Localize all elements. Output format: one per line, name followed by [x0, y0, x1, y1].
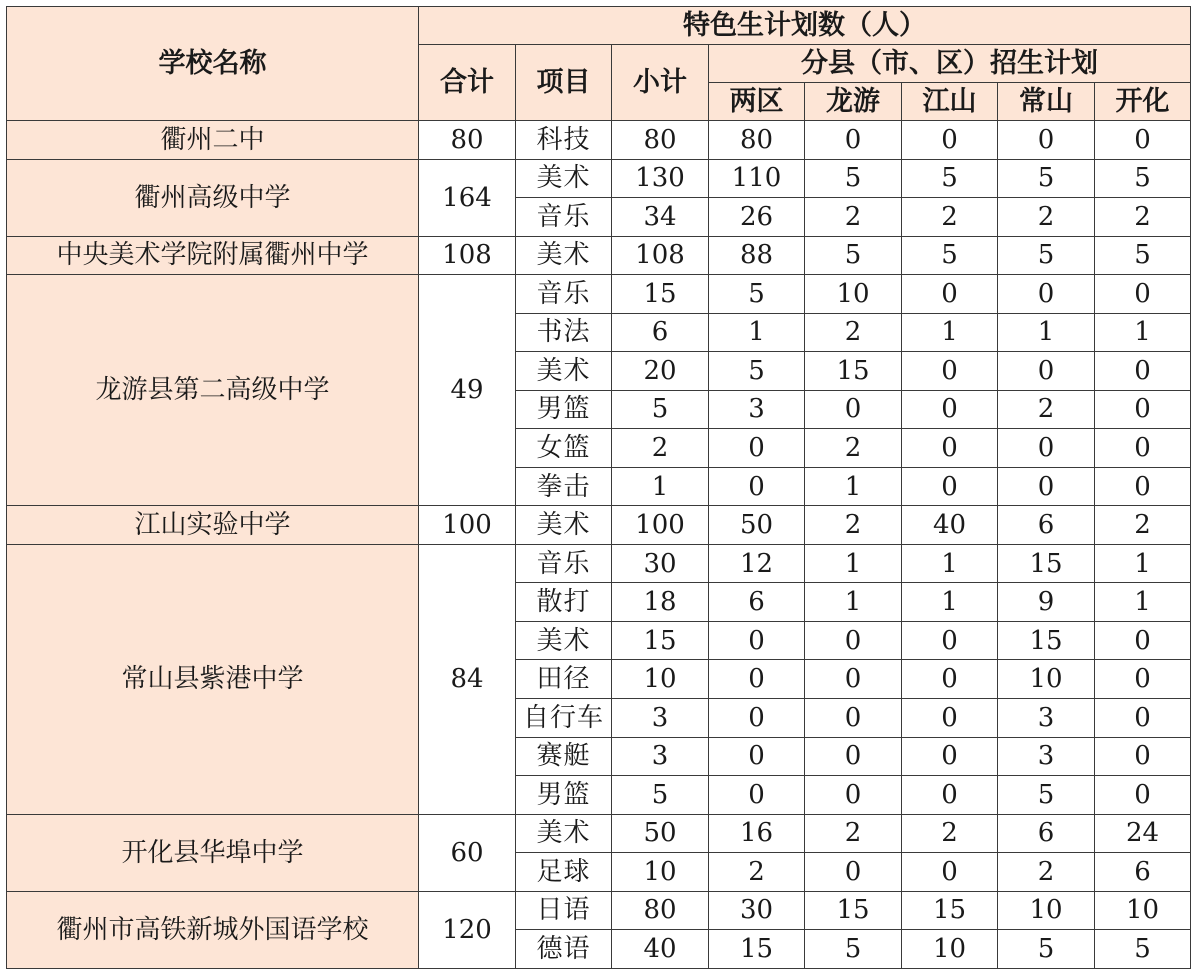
district-count-cell: 0	[709, 737, 805, 776]
header-district: 江山	[902, 83, 998, 121]
item-cell: 拳击	[516, 467, 612, 506]
item-cell: 女篮	[516, 429, 612, 468]
district-count-cell: 0	[1095, 776, 1191, 815]
district-count-cell: 2	[805, 429, 902, 468]
table-row	[7, 814, 1191, 853]
district-count-cell: 1	[805, 583, 902, 622]
district-count-cell: 40	[902, 506, 998, 545]
district-count-cell: 0	[902, 275, 998, 314]
district-count-cell: 1	[998, 313, 1095, 352]
district-count-cell: 10	[902, 930, 998, 969]
district-count-cell: 0	[805, 621, 902, 660]
district-count-cell: 0	[1095, 275, 1191, 314]
subtotal-cell: 108	[612, 236, 709, 275]
district-count-cell: 6	[709, 583, 805, 622]
header-district: 常山	[998, 83, 1095, 121]
district-count-cell: 5	[709, 275, 805, 314]
school-name-cell: 衢州二中	[7, 121, 419, 160]
school-total-cell: 100	[419, 506, 516, 545]
district-count-cell: 5	[1095, 930, 1191, 969]
district-count-cell: 0	[805, 853, 902, 892]
item-cell: 男篮	[516, 776, 612, 815]
district-count-cell: 0	[709, 467, 805, 506]
district-count-cell: 1	[902, 313, 998, 352]
table-row	[7, 236, 1191, 275]
district-count-cell: 2	[902, 198, 998, 237]
subtotal-cell: 10	[612, 660, 709, 699]
district-count-cell: 0	[902, 390, 998, 429]
district-count-cell: 0	[998, 275, 1095, 314]
district-count-cell: 2	[805, 814, 902, 853]
district-count-cell: 5	[902, 159, 998, 198]
item-cell: 美术	[516, 159, 612, 198]
district-count-cell: 5	[709, 352, 805, 391]
header-item: 项目	[516, 45, 612, 121]
district-count-cell: 5	[902, 236, 998, 275]
school-total-cell: 120	[419, 891, 516, 968]
district-count-cell: 0	[902, 660, 998, 699]
district-count-cell: 0	[902, 352, 998, 391]
district-count-cell: 1	[709, 313, 805, 352]
school-name-cell: 开化县华埠中学	[7, 814, 419, 891]
district-count-cell: 10	[998, 660, 1095, 699]
item-cell: 男篮	[516, 390, 612, 429]
district-count-cell: 80	[709, 121, 805, 160]
district-count-cell: 10	[998, 891, 1095, 930]
table-row	[7, 121, 1191, 160]
header-total: 合计	[419, 45, 516, 121]
school-name-cell: 衢州高级中学	[7, 159, 419, 236]
header-school-name: 学校名称	[7, 7, 419, 121]
district-count-cell: 10	[805, 275, 902, 314]
subtotal-cell: 100	[612, 506, 709, 545]
subtotal-cell: 15	[612, 621, 709, 660]
district-count-cell: 15	[902, 891, 998, 930]
item-cell: 音乐	[516, 275, 612, 314]
district-count-cell: 0	[1095, 352, 1191, 391]
district-count-cell: 0	[998, 467, 1095, 506]
item-cell: 散打	[516, 583, 612, 622]
table-row	[7, 159, 1191, 198]
school-name-cell: 江山实验中学	[7, 506, 419, 545]
district-count-cell: 0	[902, 621, 998, 660]
item-cell: 音乐	[516, 544, 612, 583]
district-count-cell: 0	[709, 698, 805, 737]
district-count-cell: 15	[998, 544, 1095, 583]
district-count-cell: 0	[998, 352, 1095, 391]
district-count-cell: 0	[709, 621, 805, 660]
district-count-cell: 0	[805, 776, 902, 815]
district-count-cell: 2	[1095, 506, 1191, 545]
item-cell: 日语	[516, 891, 612, 930]
item-cell: 音乐	[516, 198, 612, 237]
subtotal-cell: 2	[612, 429, 709, 468]
subtotal-cell: 50	[612, 814, 709, 853]
table-row	[7, 275, 1191, 314]
subtotal-cell: 20	[612, 352, 709, 391]
district-count-cell: 2	[998, 198, 1095, 237]
district-count-cell: 5	[805, 159, 902, 198]
district-count-cell: 0	[805, 660, 902, 699]
school-total-cell: 108	[419, 236, 516, 275]
district-count-cell: 1	[805, 544, 902, 583]
district-count-cell: 1	[1095, 583, 1191, 622]
district-count-cell: 0	[902, 429, 998, 468]
header-plan-title: 特色生计划数（人）	[419, 7, 1191, 45]
district-count-cell: 0	[1095, 737, 1191, 776]
district-count-cell: 0	[1095, 621, 1191, 660]
district-count-cell: 24	[1095, 814, 1191, 853]
district-count-cell: 2	[998, 390, 1095, 429]
district-count-cell: 0	[1095, 698, 1191, 737]
school-name-cell: 衢州市高铁新城外国语学校	[7, 891, 419, 968]
district-count-cell: 0	[1095, 660, 1191, 699]
subtotal-cell: 18	[612, 583, 709, 622]
header-district: 龙游	[805, 83, 902, 121]
district-count-cell: 2	[1095, 198, 1191, 237]
item-cell: 赛艇	[516, 737, 612, 776]
district-count-cell: 1	[805, 467, 902, 506]
school-total-cell: 164	[419, 159, 516, 236]
item-cell: 足球	[516, 853, 612, 892]
item-cell: 田径	[516, 660, 612, 699]
district-count-cell: 10	[1095, 891, 1191, 930]
item-cell: 科技	[516, 121, 612, 160]
district-count-cell: 6	[998, 814, 1095, 853]
district-count-cell: 15	[805, 352, 902, 391]
district-count-cell: 0	[998, 429, 1095, 468]
district-count-cell: 2	[805, 506, 902, 545]
item-cell: 美术	[516, 352, 612, 391]
subtotal-cell: 34	[612, 198, 709, 237]
district-count-cell: 2	[902, 814, 998, 853]
header-county-plan: 分县（市、区）招生计划	[709, 45, 1191, 83]
district-count-cell: 1	[1095, 313, 1191, 352]
district-count-cell: 2	[805, 313, 902, 352]
item-cell: 美术	[516, 621, 612, 660]
header-district: 两区	[709, 83, 805, 121]
district-count-cell: 5	[998, 159, 1095, 198]
district-count-cell: 0	[709, 660, 805, 699]
item-cell: 自行车	[516, 698, 612, 737]
district-count-cell: 88	[709, 236, 805, 275]
district-count-cell: 16	[709, 814, 805, 853]
table-row	[7, 544, 1191, 583]
district-count-cell: 1	[1095, 544, 1191, 583]
enrollment-plan-table	[6, 6, 1191, 969]
district-count-cell: 0	[1095, 429, 1191, 468]
table-row	[7, 506, 1191, 545]
district-count-cell: 0	[805, 698, 902, 737]
district-count-cell: 5	[998, 776, 1095, 815]
school-name-cell: 中央美术学院附属衢州中学	[7, 236, 419, 275]
header-subtotal: 小计	[612, 45, 709, 121]
district-count-cell: 0	[709, 776, 805, 815]
item-cell: 德语	[516, 930, 612, 969]
subtotal-cell: 5	[612, 776, 709, 815]
district-count-cell: 0	[1095, 121, 1191, 160]
district-count-cell: 30	[709, 891, 805, 930]
district-count-cell: 5	[805, 930, 902, 969]
district-count-cell: 0	[902, 698, 998, 737]
district-count-cell: 5	[1095, 159, 1191, 198]
subtotal-cell: 3	[612, 737, 709, 776]
school-name-cell: 龙游县第二高级中学	[7, 275, 419, 506]
item-cell: 美术	[516, 236, 612, 275]
subtotal-cell: 80	[612, 891, 709, 930]
school-total-cell: 49	[419, 275, 516, 506]
district-count-cell: 15	[709, 930, 805, 969]
district-count-cell: 15	[805, 891, 902, 930]
district-count-cell: 12	[709, 544, 805, 583]
district-count-cell: 5	[805, 236, 902, 275]
district-count-cell: 6	[1095, 853, 1191, 892]
district-count-cell: 0	[805, 737, 902, 776]
district-count-cell: 26	[709, 198, 805, 237]
item-cell: 书法	[516, 313, 612, 352]
subtotal-cell: 80	[612, 121, 709, 160]
district-count-cell: 0	[902, 467, 998, 506]
district-count-cell: 0	[902, 737, 998, 776]
district-count-cell: 0	[998, 121, 1095, 160]
header-district: 开化	[1095, 83, 1191, 121]
subtotal-cell: 40	[612, 930, 709, 969]
table-row	[7, 891, 1191, 930]
subtotal-cell: 1	[612, 467, 709, 506]
subtotal-cell: 5	[612, 390, 709, 429]
district-count-cell: 0	[1095, 390, 1191, 429]
district-count-cell: 0	[902, 776, 998, 815]
district-count-cell: 15	[998, 621, 1095, 660]
district-count-cell: 0	[902, 121, 998, 160]
item-cell: 美术	[516, 506, 612, 545]
district-count-cell: 110	[709, 159, 805, 198]
school-total-cell: 80	[419, 121, 516, 160]
school-total-cell: 84	[419, 544, 516, 814]
district-count-cell: 0	[709, 429, 805, 468]
district-count-cell: 2	[709, 853, 805, 892]
district-count-cell: 0	[805, 121, 902, 160]
school-name-cell: 常山县紫港中学	[7, 544, 419, 814]
district-count-cell: 2	[998, 853, 1095, 892]
district-count-cell: 3	[998, 737, 1095, 776]
table-header	[7, 7, 1191, 121]
district-count-cell: 9	[998, 583, 1095, 622]
district-count-cell: 50	[709, 506, 805, 545]
district-count-cell: 1	[902, 544, 998, 583]
district-count-cell: 2	[805, 198, 902, 237]
district-count-cell: 3	[709, 390, 805, 429]
table-body	[7, 121, 1191, 969]
district-count-cell: 0	[805, 390, 902, 429]
school-total-cell: 60	[419, 814, 516, 891]
district-count-cell: 5	[998, 236, 1095, 275]
subtotal-cell: 3	[612, 698, 709, 737]
district-count-cell: 6	[998, 506, 1095, 545]
district-count-cell: 0	[1095, 467, 1191, 506]
subtotal-cell: 30	[612, 544, 709, 583]
district-count-cell: 0	[902, 853, 998, 892]
subtotal-cell: 10	[612, 853, 709, 892]
subtotal-cell: 15	[612, 275, 709, 314]
item-cell: 美术	[516, 814, 612, 853]
district-count-cell: 1	[902, 583, 998, 622]
district-count-cell: 5	[998, 930, 1095, 969]
district-count-cell: 3	[998, 698, 1095, 737]
district-count-cell: 5	[1095, 236, 1191, 275]
subtotal-cell: 6	[612, 313, 709, 352]
subtotal-cell: 130	[612, 159, 709, 198]
